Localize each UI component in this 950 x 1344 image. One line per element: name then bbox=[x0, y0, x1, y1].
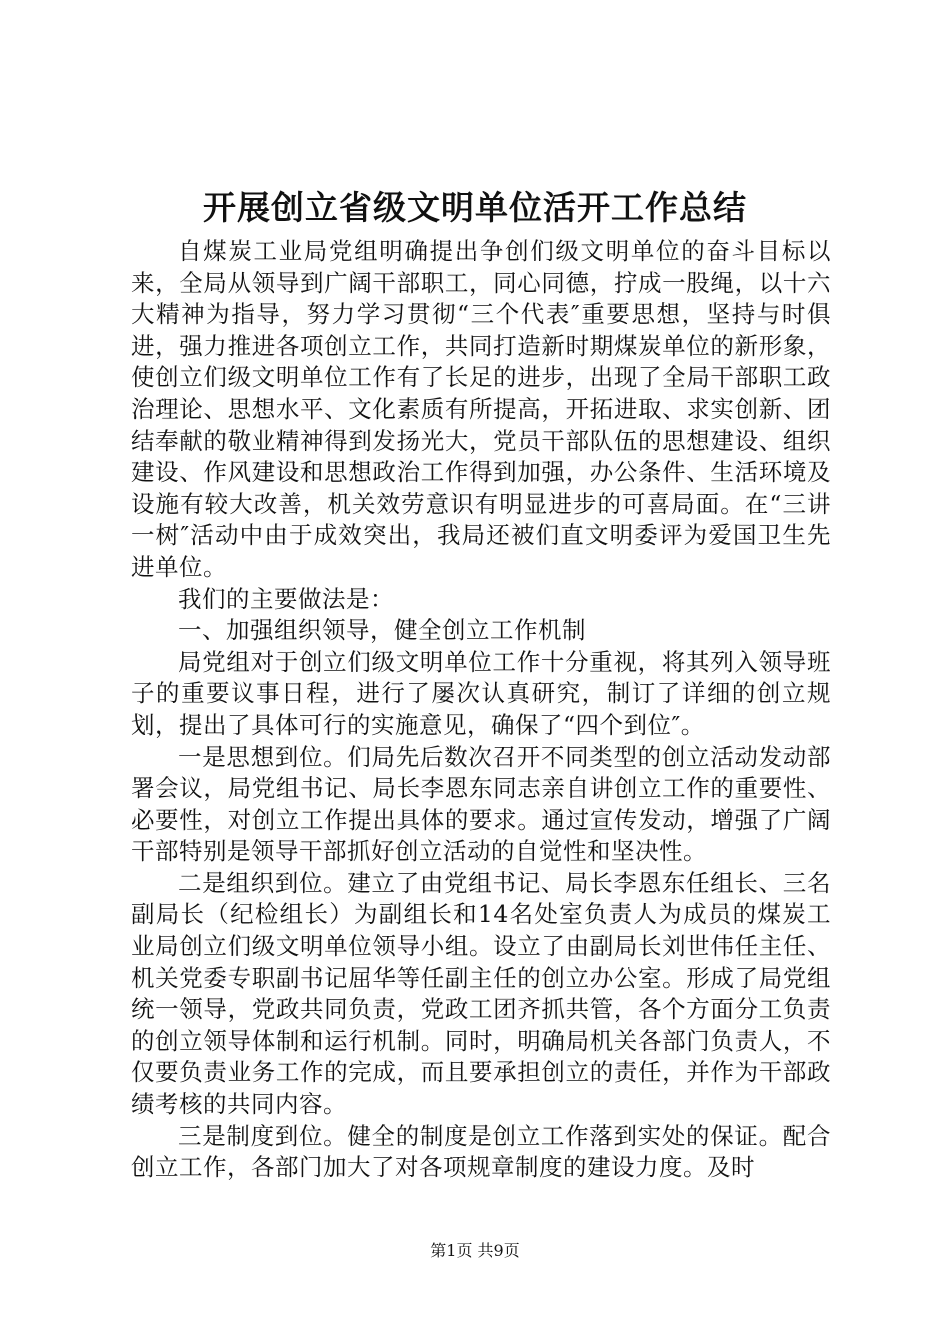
document-title: 开展创立省级文明单位活开工作总结 bbox=[203, 188, 747, 227]
section-heading-1: 一、加强组织领导，健全创立工作机制 bbox=[178, 616, 586, 645]
paragraph-system-in-place: 三是制度到位。健全的制度是创立工作落到实处的保证。配合创立工作，各部门加大了对各项规章制度的建设力度。及时 bbox=[131, 1121, 831, 1182]
paragraph-thought-in-place: 一是思想到位。们局先后数次召开不同类型的创立活动发动部署会议，局党组书记、局长李恩东同志亲自讲创立工作的重要性、必要性，对创立工作提出具体的要求。通过宣传发动，增强了广阔干部特别是领导干部抓好创立活动的自觉性和坚决性。 bbox=[131, 742, 831, 866]
paragraph-main-methods: 我们的主要做法是： bbox=[178, 584, 394, 613]
paragraph-organization-in-place: 二是组织到位。建立了由党组书记、局长李恩东任组长、三名副局长（纪检组长）为副组长和14名处室负责人为成员的煤炭工业局创立们级文明单位领导小组。设立了由副局长刘世伟任主任、机关党委专职副书记屈华等任副主任的创立办公室。形成了局党组统一领导，党政共同负责，党政工团齐抓共管，各个方面分工负责的创立领导体制和运行机制。同时，明确局机关各部门负责人，不仅要负责业务工作的完成，而且要承担创立的责任，并作为干部政绩考核的共同内容。 bbox=[131, 868, 831, 1119]
page-number-footer: 第1页 共9页 bbox=[430, 1241, 520, 1260]
paragraph-leadership: 局党组对于创立们级文明单位工作十分重视，将其列入领导班子的重要议事日程，进行了屡次认真研究，制订了详细的创立规划，提出了具体可行的实施意见，确保了“四个到位″。 bbox=[131, 647, 831, 739]
paragraph-intro: 自煤炭工业局党组明确提出争创们级文明单位的奋斗目标以来，全局从领导到广阔干部职工，同心同德，拧成一股绳，以十六大精神为指导，努力学习贯彻“三个代表″重要思想，坚持与时俱进，强力推进各项创立工作，共同打造新时期煤炭单位的新形象，使创立们级文明单位工作有了长足的进步，出现了全局干部职工政治理论、思想水平、文化素质有所提高，开拓进取、求实创新、团结奉献的敬业精神得到发扬光大，党员干部队伍的思想建设、组织建设、作风建设和思想政治工作得到加强，办公条件、生活环境及设施有较大改善，机关效劳意识有明显进步的可喜局面。在“三讲一树″活动中由于成效突出，我局还被们直文明委评为爱国卫生先进单位。 bbox=[131, 237, 831, 581]
document-body bbox=[131, 236, 831, 1184]
